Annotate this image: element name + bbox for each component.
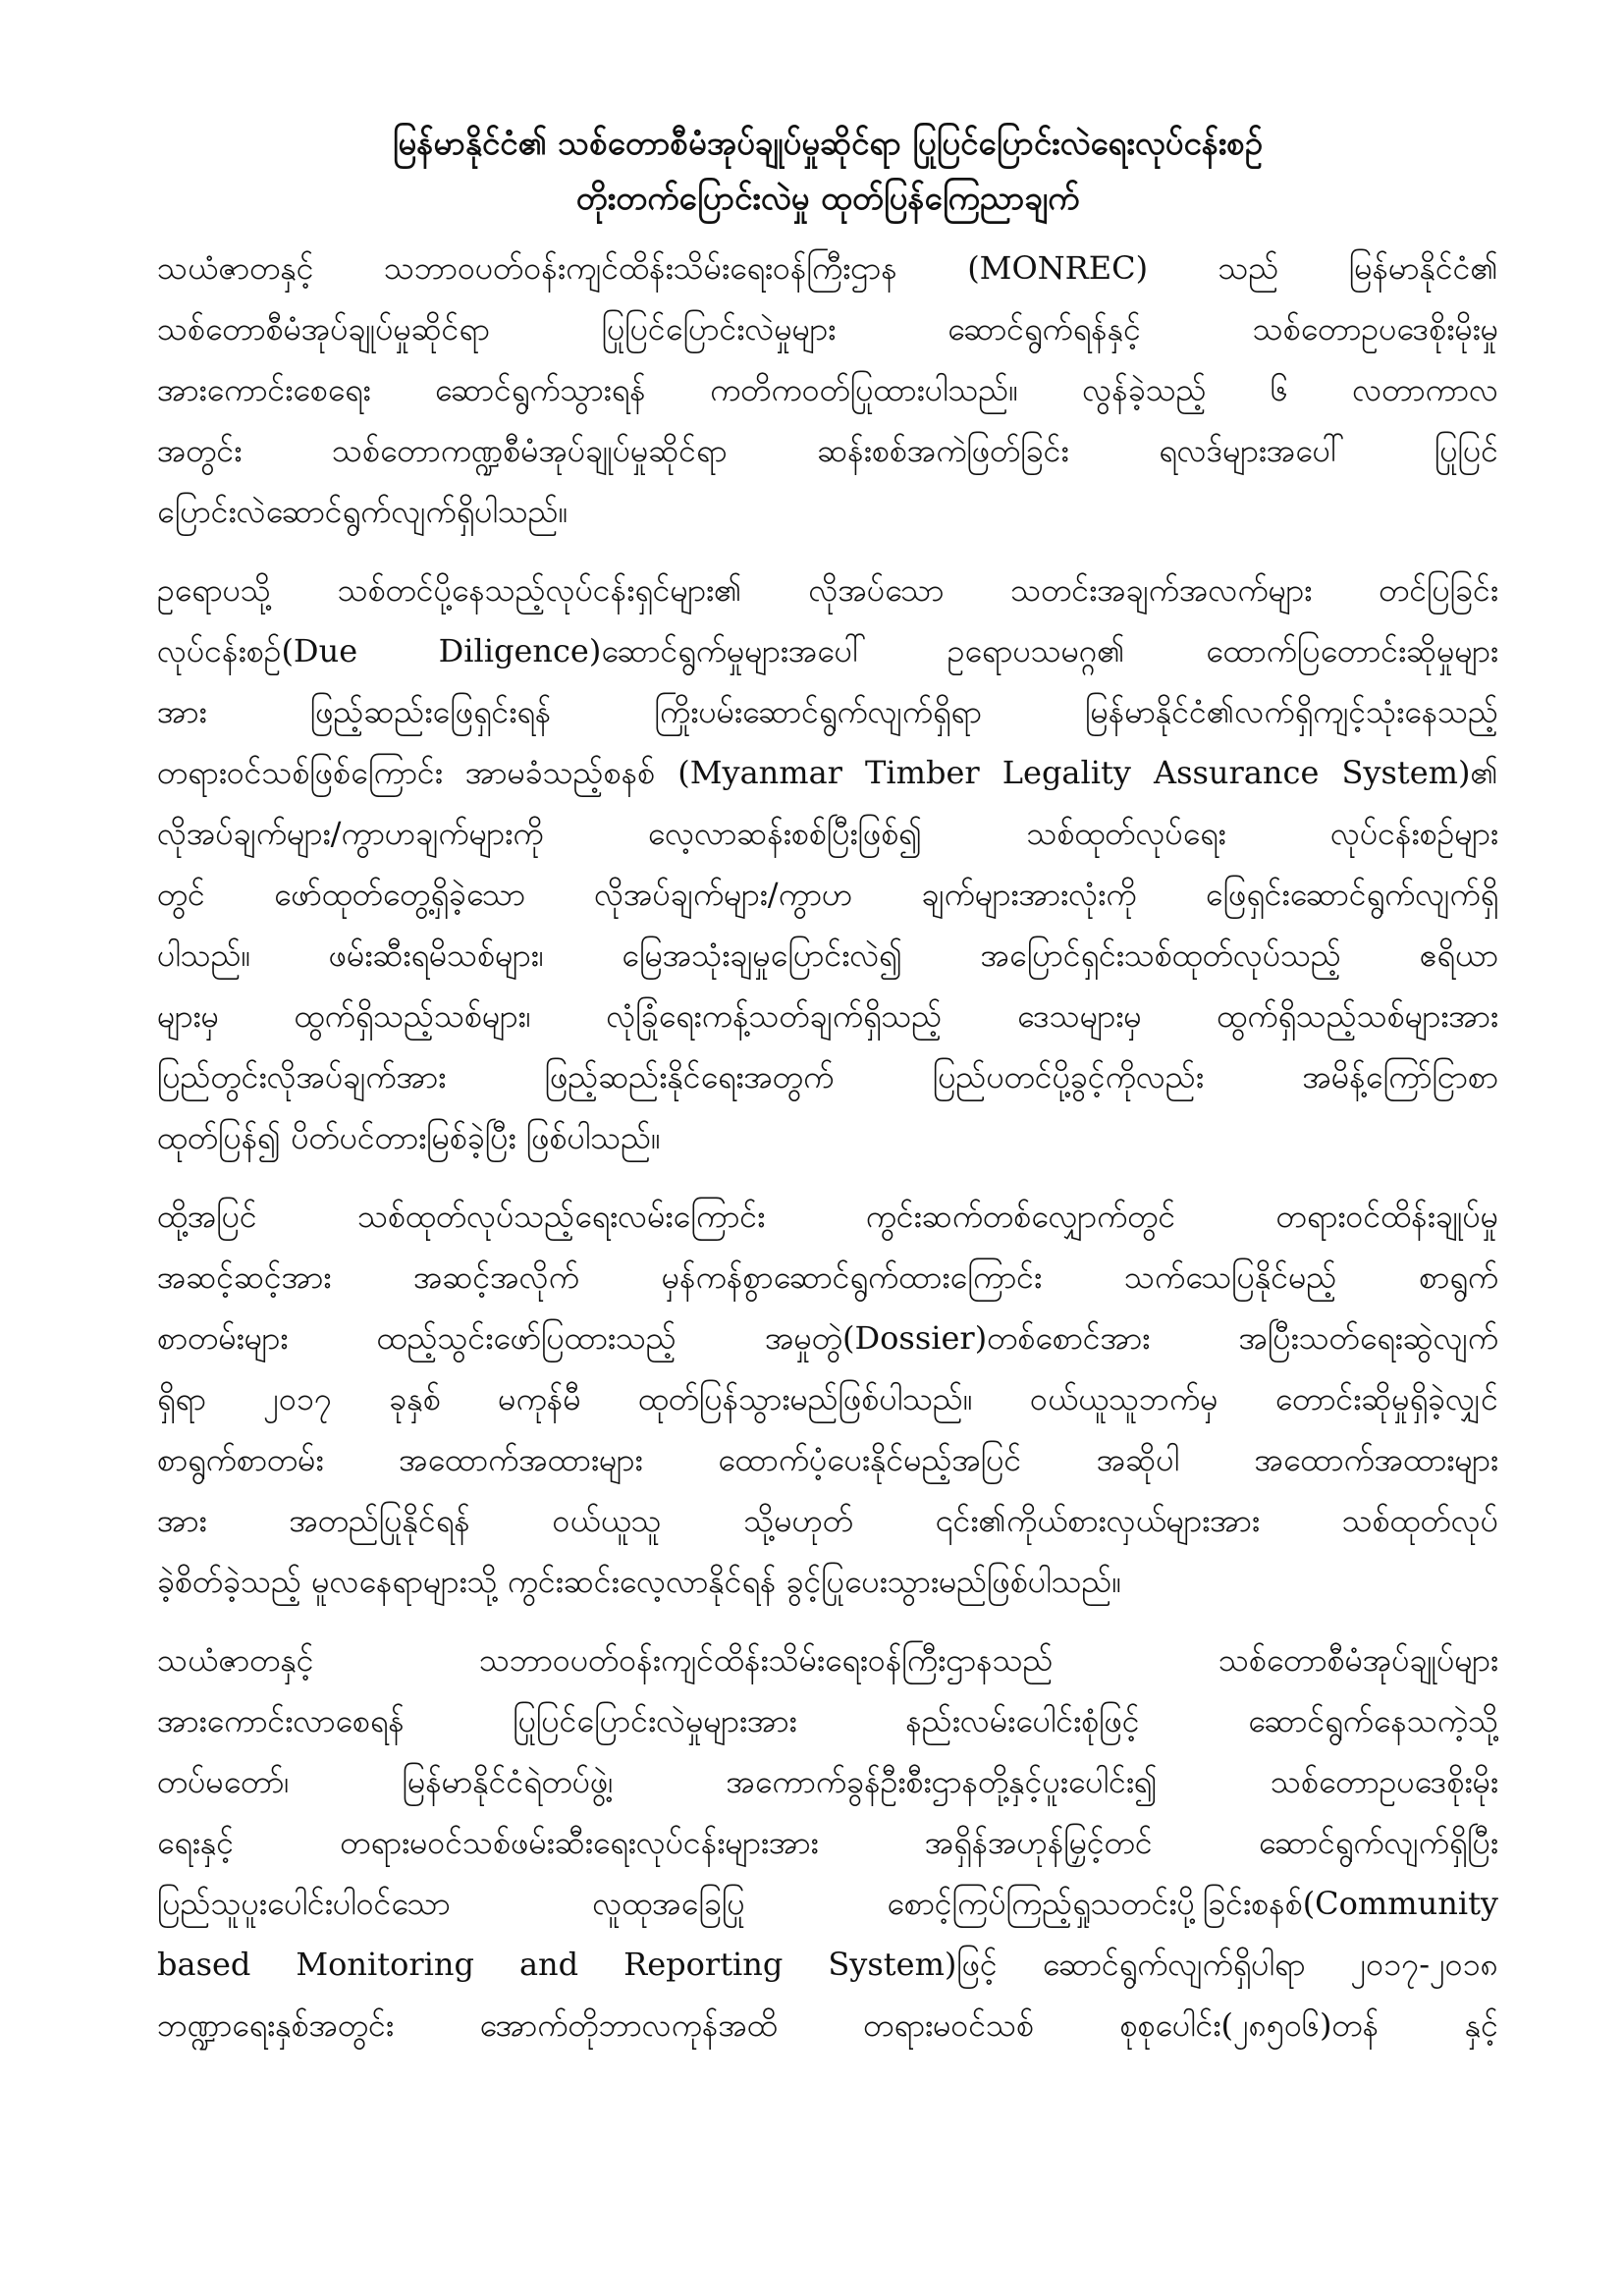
paragraph-line: စာတမ်းများ ထည့်သွင်းဖော်ပြထားသည့် အမှုတွဲ(Dossier)တစ်စောင်အား အပြီးသတ်ရေးဆွဲလျက် — [157, 1319, 1498, 1357]
title-line-1: မြန်မာနိုင်ငံ၏ သစ်တောစီမံအုပ်ချုပ်မှုဆိုင်ရာ ပြုပြင်ပြောင်းလဲရေးလုပ်ငန်းစဉ် — [392, 124, 1264, 162]
paragraph-line: ပြောင်းလဲဆောင်ရွက်လျက်ရှိပါသည်။ — [157, 493, 568, 530]
paragraph-line: တွင် ဖော်ထုတ်တွေ့ရှိခဲ့သော လိုအပ်ချက်များ/ကွာဟ ချက်များအားလုံးကို ဖြေရှင်းဆောင်ရွက်လျက်ရှိ — [157, 876, 1498, 913]
paragraph-line: ထုတ်ပြန်၍ ပိတ်ပင်တားမြစ်ခဲ့ပြီး ဖြစ်ပါသည်။ — [157, 1119, 661, 1156]
paragraph-line: သယံဇာတနှင့် သဘာဝပတ်ဝန်းကျင်ထိန်းသိမ်းရေးဝန်ကြီးဌာန (MONREC) သည် မြန်မာနိုင်ငံ၏ — [157, 249, 1498, 287]
document-title — [157, 116, 1498, 226]
paragraph-line: စာရွက်စာတမ်း အထောက်အထားများ ထောက်ပံ့ပေးနိုင်မည့်အပြင် အဆိုပါ အထောက်အထားများ — [157, 1441, 1498, 1478]
paragraph-line: ပြည်သူပူးပေါင်းပါဝင်သော လူထုအခြေပြု စောင့်ကြပ်ကြည့်ရှုသတင်းပို့ခြင်းစနစ်(Community — [157, 1885, 1498, 1922]
paragraph-line: ပြည်တွင်းလိုအပ်ချက်အား ဖြည့်ဆည်းနိုင်ရေးအတွက် ပြည်ပတင်ပို့ခွင့်ကိုလည်း အမိန့်ကြော်ငြာစာ — [157, 1058, 1498, 1095]
paragraph-line: အတွင်း သစ်တောကဏ္ဍစီမံအုပ်ချုပ်မှုဆိုင်ရာ ဆန်းစစ်အကဲဖြတ်ခြင်း ရလဒ်များအပေါ် ပြုပြင် — [157, 432, 1498, 469]
paragraph-line: အဆင့်ဆင့်အား အဆင့်အလိုက် မှန်ကန်စွာဆောင်ရွက်ထားကြောင်း သက်သေပြနိုင်မည့် စာရွက် — [157, 1258, 1498, 1296]
paragraph-line: ရှိရာ ၂၀၁၇ ခုနှစ် မကုန်မီ ထုတ်ပြန်သွားမည်ဖြစ်ပါသည်။ ဝယ်ယူသူဘက်မှ တောင်းဆိုမှုရှိခဲ့လျှင် — [157, 1380, 1498, 1417]
paragraph-line: အားကောင်းလာစေရန် ပြုပြင်ပြောင်းလဲမှုများအား နည်းလမ်းပေါင်းစုံဖြင့် ဆောင်ရွက်နေသကဲ့သို့ — [157, 1702, 1498, 1739]
paragraph-line: သယံဇာတနှင့် သဘာဝပတ်ဝန်းကျင်ထိန်းသိမ်းရေးဝန်ကြီးဌာနသည် သစ်တောစီမံအုပ်ချုပ်များ — [157, 1641, 1498, 1679]
paragraph-2 — [157, 560, 1498, 1168]
title-line-2: တိုးတက်ပြောင်းလဲမှု ထုတ်ပြန်ကြေညာချက် — [575, 179, 1080, 217]
paragraph-line: ခဲ့စိတ်ခဲ့သည့် မူလနေရာများသို့ ကွင်းဆင်းလေ့လာနိုင်ရန် ခွင့်ပြုပေးသွားမည်ဖြစ်ပါသည်။ — [157, 1563, 1122, 1600]
paragraph-line: အား ဖြည့်ဆည်းဖြေရှင်းရန် ကြိုးပမ်းဆောင်ရွက်လျက်ရှိရာ မြန်မာနိုင်ငံ၏လက်ရှိကျင့်သုံးနေသည့် — [157, 693, 1498, 730]
paragraph-line: အားကောင်းစေရေး ဆောင်ရွက်သွားရန် ကတိကဝတ်ပြုထားပါသည်။ လွန်ခဲ့သည့် ၆ လတာကာလ — [157, 371, 1498, 408]
paragraph-line: ဥရောပသို့ သစ်တင်ပို့နေသည့်လုပ်ငန်းရှင်များ၏ လိုအပ်သော သတင်းအချက်အလက်များ တင်ပြခြင်း — [157, 571, 1498, 609]
paragraph-4 — [157, 1629, 1498, 2056]
paragraph-line: သစ်တောစီမံအုပ်ချုပ်မှုဆိုင်ရာ ပြုပြင်ပြောင်းလဲမှုများ ဆောင်ရွက်ရန်နှင့် သစ်တောဥပဒေစိုးမိုးမှု — [157, 310, 1498, 347]
paragraph-line: တပ်မတော်၊ မြန်မာနိုင်ငံရဲတပ်ဖွဲ့၊ အကောက်ခွန်ဦးစီးဌာနတို့နှင့်ပူးပေါင်း၍ သစ်တောဥပဒေစိုးမိုး — [157, 1763, 1498, 1800]
paragraph-line: လုပ်ငန်းစဉ်(Due Diligence)ဆောင်ရွက်မှုများအပေါ် ဥရောပသမဂ္ဂ၏ ထောက်ပြတောင်းဆိုမှုများ — [157, 632, 1498, 669]
paragraph-3 — [157, 1186, 1498, 1612]
paragraph-line: based Monitoring and Reporting System)ဖြင့် ဆောင်ရွက်လျက်ရှိပါရာ ၂၀၁၇-၂၀၁၈ — [157, 1946, 1498, 1983]
paragraph-line: ရေးနှင့် တရားမဝင်သစ်ဖမ်းဆီးရေးလုပ်ငန်းများအား အရှိန်အဟုန်မြှင့်တင် ဆောင်ရွက်လျက်ရှိပြီး — [157, 1824, 1498, 1861]
paragraph-line: ထို့အပြင် သစ်ထုတ်လုပ်သည့်ရေးလမ်းကြောင်း ကွင်းဆက်တစ်လျှောက်တွင် တရားဝင်ထိန်းချုပ်မှု — [157, 1198, 1498, 1235]
paragraph-line: အား အတည်ပြုနိုင်ရန် ဝယ်ယူသူ သို့မဟုတ် ၎င်း၏ကိုယ်စားလှယ်များအား သစ်ထုတ်လုပ် — [157, 1502, 1498, 1539]
paragraph-line: တရားဝင်သစ်ဖြစ်ကြောင်း အာမခံသည့်စနစ် (Myanmar Timber Legality Assurance System)၏ — [157, 754, 1498, 791]
paragraph-1 — [157, 238, 1498, 542]
paragraph-line: ဘဏ္ဍာရေးနှစ်အတွင်း အောက်တိုဘာလကုန်အထိ တရားမဝင်သစ် စုစုပေါင်း(၂၈၅၀၆)တန် နှင့် — [157, 2006, 1498, 2044]
paragraph-line: လိုအပ်ချက်များ/ကွာဟချက်များကို လေ့လာဆန်းစစ်ပြီးဖြစ်၍ သစ်ထုတ်လုပ်ရေး လုပ်ငန်းစဉ်များ — [157, 815, 1498, 852]
paragraph-line: ပါသည်။ ဖမ်းဆီးရမိသစ်များ၊ မြေအသုံးချမှုပြောင်းလဲ၍ အပြောင်ရှင်းသစ်ထုတ်လုပ်သည့် ဧရိယာ — [157, 936, 1498, 974]
paragraph-line: များမှ ထွက်ရှိသည့်သစ်များ၊ လုံခြုံရေးကန့်သတ်ချက်ရှိသည့် ဒေသများမှ ထွက်ရှိသည့်သစ်များအား — [157, 997, 1498, 1035]
